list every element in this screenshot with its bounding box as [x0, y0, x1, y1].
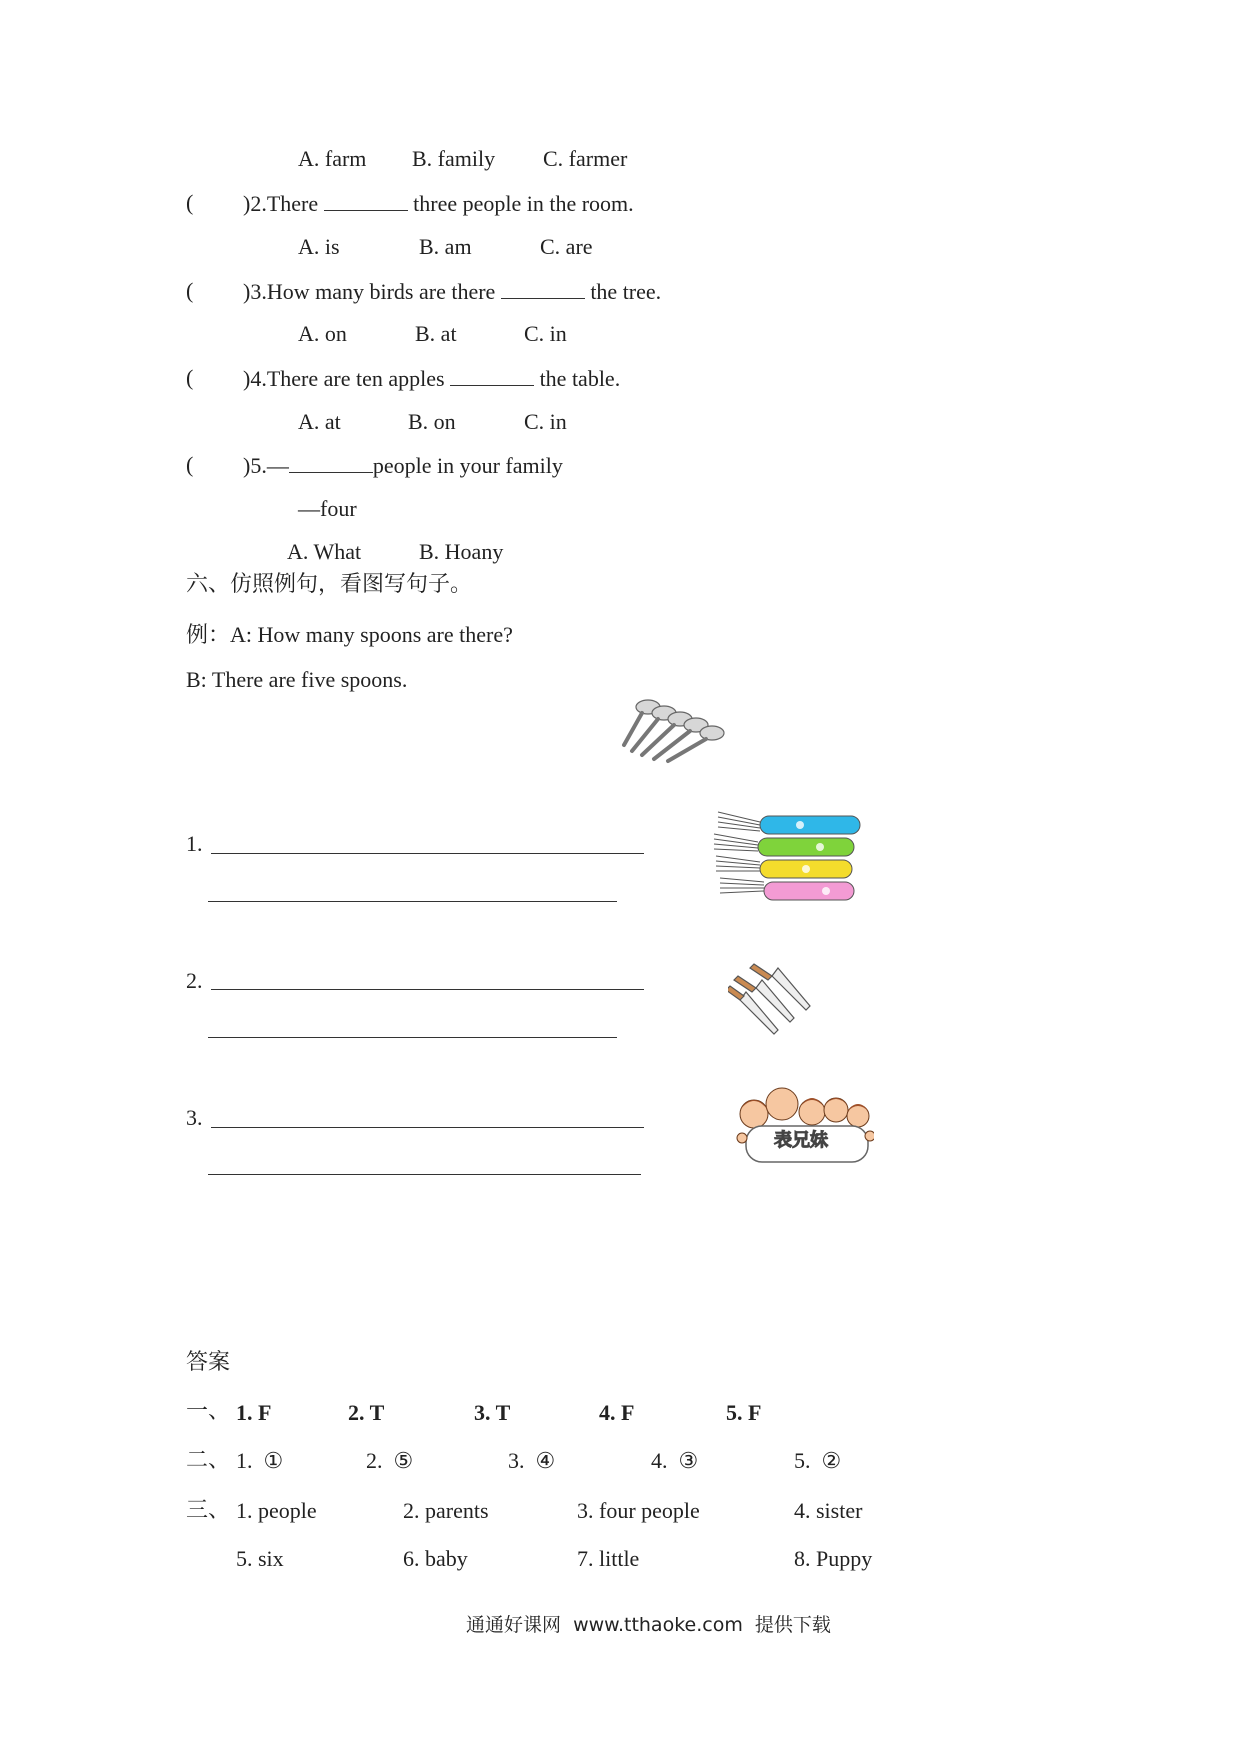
- answer-1-5: 5. F: [726, 1400, 762, 1425]
- q3-option-a: A. on: [298, 321, 347, 346]
- answers-row2-label: 二、: [186, 1448, 231, 1473]
- answer-3-3: 3. four people: [577, 1498, 700, 1523]
- q3-blank[interactable]: [501, 280, 585, 299]
- answer-1-3: 3. T: [474, 1400, 511, 1425]
- q4-paren: (: [186, 365, 194, 390]
- q1-option-a: A. farm: [298, 146, 367, 171]
- answers-title: 答案: [186, 1350, 231, 1375]
- q5-option-a: A. What: [287, 539, 362, 564]
- q3-stem: )3.How many birds are there the tree.: [243, 279, 662, 304]
- section6-title: 六、仿照例句，看图写句子。: [186, 572, 473, 597]
- answer-2-3: 3. ④: [508, 1448, 556, 1473]
- q2-option-a: A. is: [298, 234, 340, 259]
- answer-3-2: 2. parents: [403, 1498, 489, 1523]
- q4-option-a: A. at: [298, 409, 341, 434]
- answer-1-2: 2. T: [348, 1400, 385, 1425]
- example-answer: B: There are five spoons.: [186, 667, 408, 692]
- example-question: 例：A: How many spoons are there?: [186, 622, 513, 647]
- q1-option-b: B. family: [412, 146, 496, 171]
- item-2-number: 2.: [186, 968, 203, 993]
- item-2-line-2[interactable]: [208, 1037, 617, 1038]
- answer-3-4: 4. sister: [794, 1498, 863, 1523]
- item-3-line-1[interactable]: [211, 1127, 644, 1128]
- q2-blank[interactable]: [324, 192, 408, 211]
- item-1-line-2[interactable]: [208, 901, 617, 902]
- answer-2-2: 2. ⑤: [366, 1448, 414, 1473]
- q2-option-c: C. are: [540, 234, 593, 259]
- q3-option-b: B. at: [415, 321, 457, 346]
- item-1-line-1[interactable]: [211, 853, 644, 854]
- cousins-faces: [732, 1086, 874, 1168]
- q1-option-c: C. farmer: [543, 146, 628, 171]
- q4-stem: )4.There are ten apples the table.: [243, 366, 621, 391]
- page-footer: 通通好课网 www.tthaoke.com 提供下载: [466, 1614, 831, 1636]
- answers-row3-label: 三、: [186, 1498, 231, 1523]
- q4-option-c: C. in: [524, 409, 567, 434]
- q2-paren: (: [186, 190, 194, 215]
- item-1-number: 1.: [186, 831, 203, 856]
- answer-3-5: 5. six: [236, 1546, 284, 1571]
- item-2-line-1[interactable]: [211, 989, 644, 990]
- answer-1-1: 1. F: [236, 1400, 272, 1425]
- q5-blank[interactable]: [289, 454, 373, 473]
- knives-picture: [728, 962, 816, 1040]
- q2-stem: )2.There three people in the room.: [243, 191, 634, 216]
- cousins-sign: 表兄妹: [774, 1130, 828, 1151]
- forks-picture: [710, 792, 870, 904]
- q5-answer-line: —four: [298, 496, 357, 521]
- q3-option-c: C. in: [524, 321, 567, 346]
- answer-3-7: 7. little: [577, 1546, 640, 1571]
- spoons-picture: [620, 695, 730, 765]
- answer-3-8: 8. Puppy: [794, 1546, 873, 1571]
- answer-1-4: 4. F: [599, 1400, 635, 1425]
- q4-option-b: B. on: [408, 409, 456, 434]
- item-3-number: 3.: [186, 1105, 203, 1130]
- answer-3-1: 1. people: [236, 1498, 317, 1523]
- q5-stem: )5.— people in your family: [243, 453, 563, 478]
- q3-paren: (: [186, 278, 194, 303]
- item-3-line-2[interactable]: [208, 1174, 641, 1175]
- answer-2-5: 5. ②: [794, 1448, 842, 1473]
- answer-2-4: 4. ③: [651, 1448, 699, 1473]
- answers-row1-label: 一、: [186, 1399, 231, 1424]
- answer-2-1: 1. ①: [236, 1448, 284, 1473]
- q5-option-b: B. Hoany: [419, 539, 504, 564]
- q4-blank[interactable]: [450, 367, 534, 386]
- q5-paren: (: [186, 452, 194, 477]
- cousins-picture: [732, 1086, 874, 1168]
- q2-option-b: B. am: [419, 234, 472, 259]
- answer-3-6: 6. baby: [403, 1546, 468, 1571]
